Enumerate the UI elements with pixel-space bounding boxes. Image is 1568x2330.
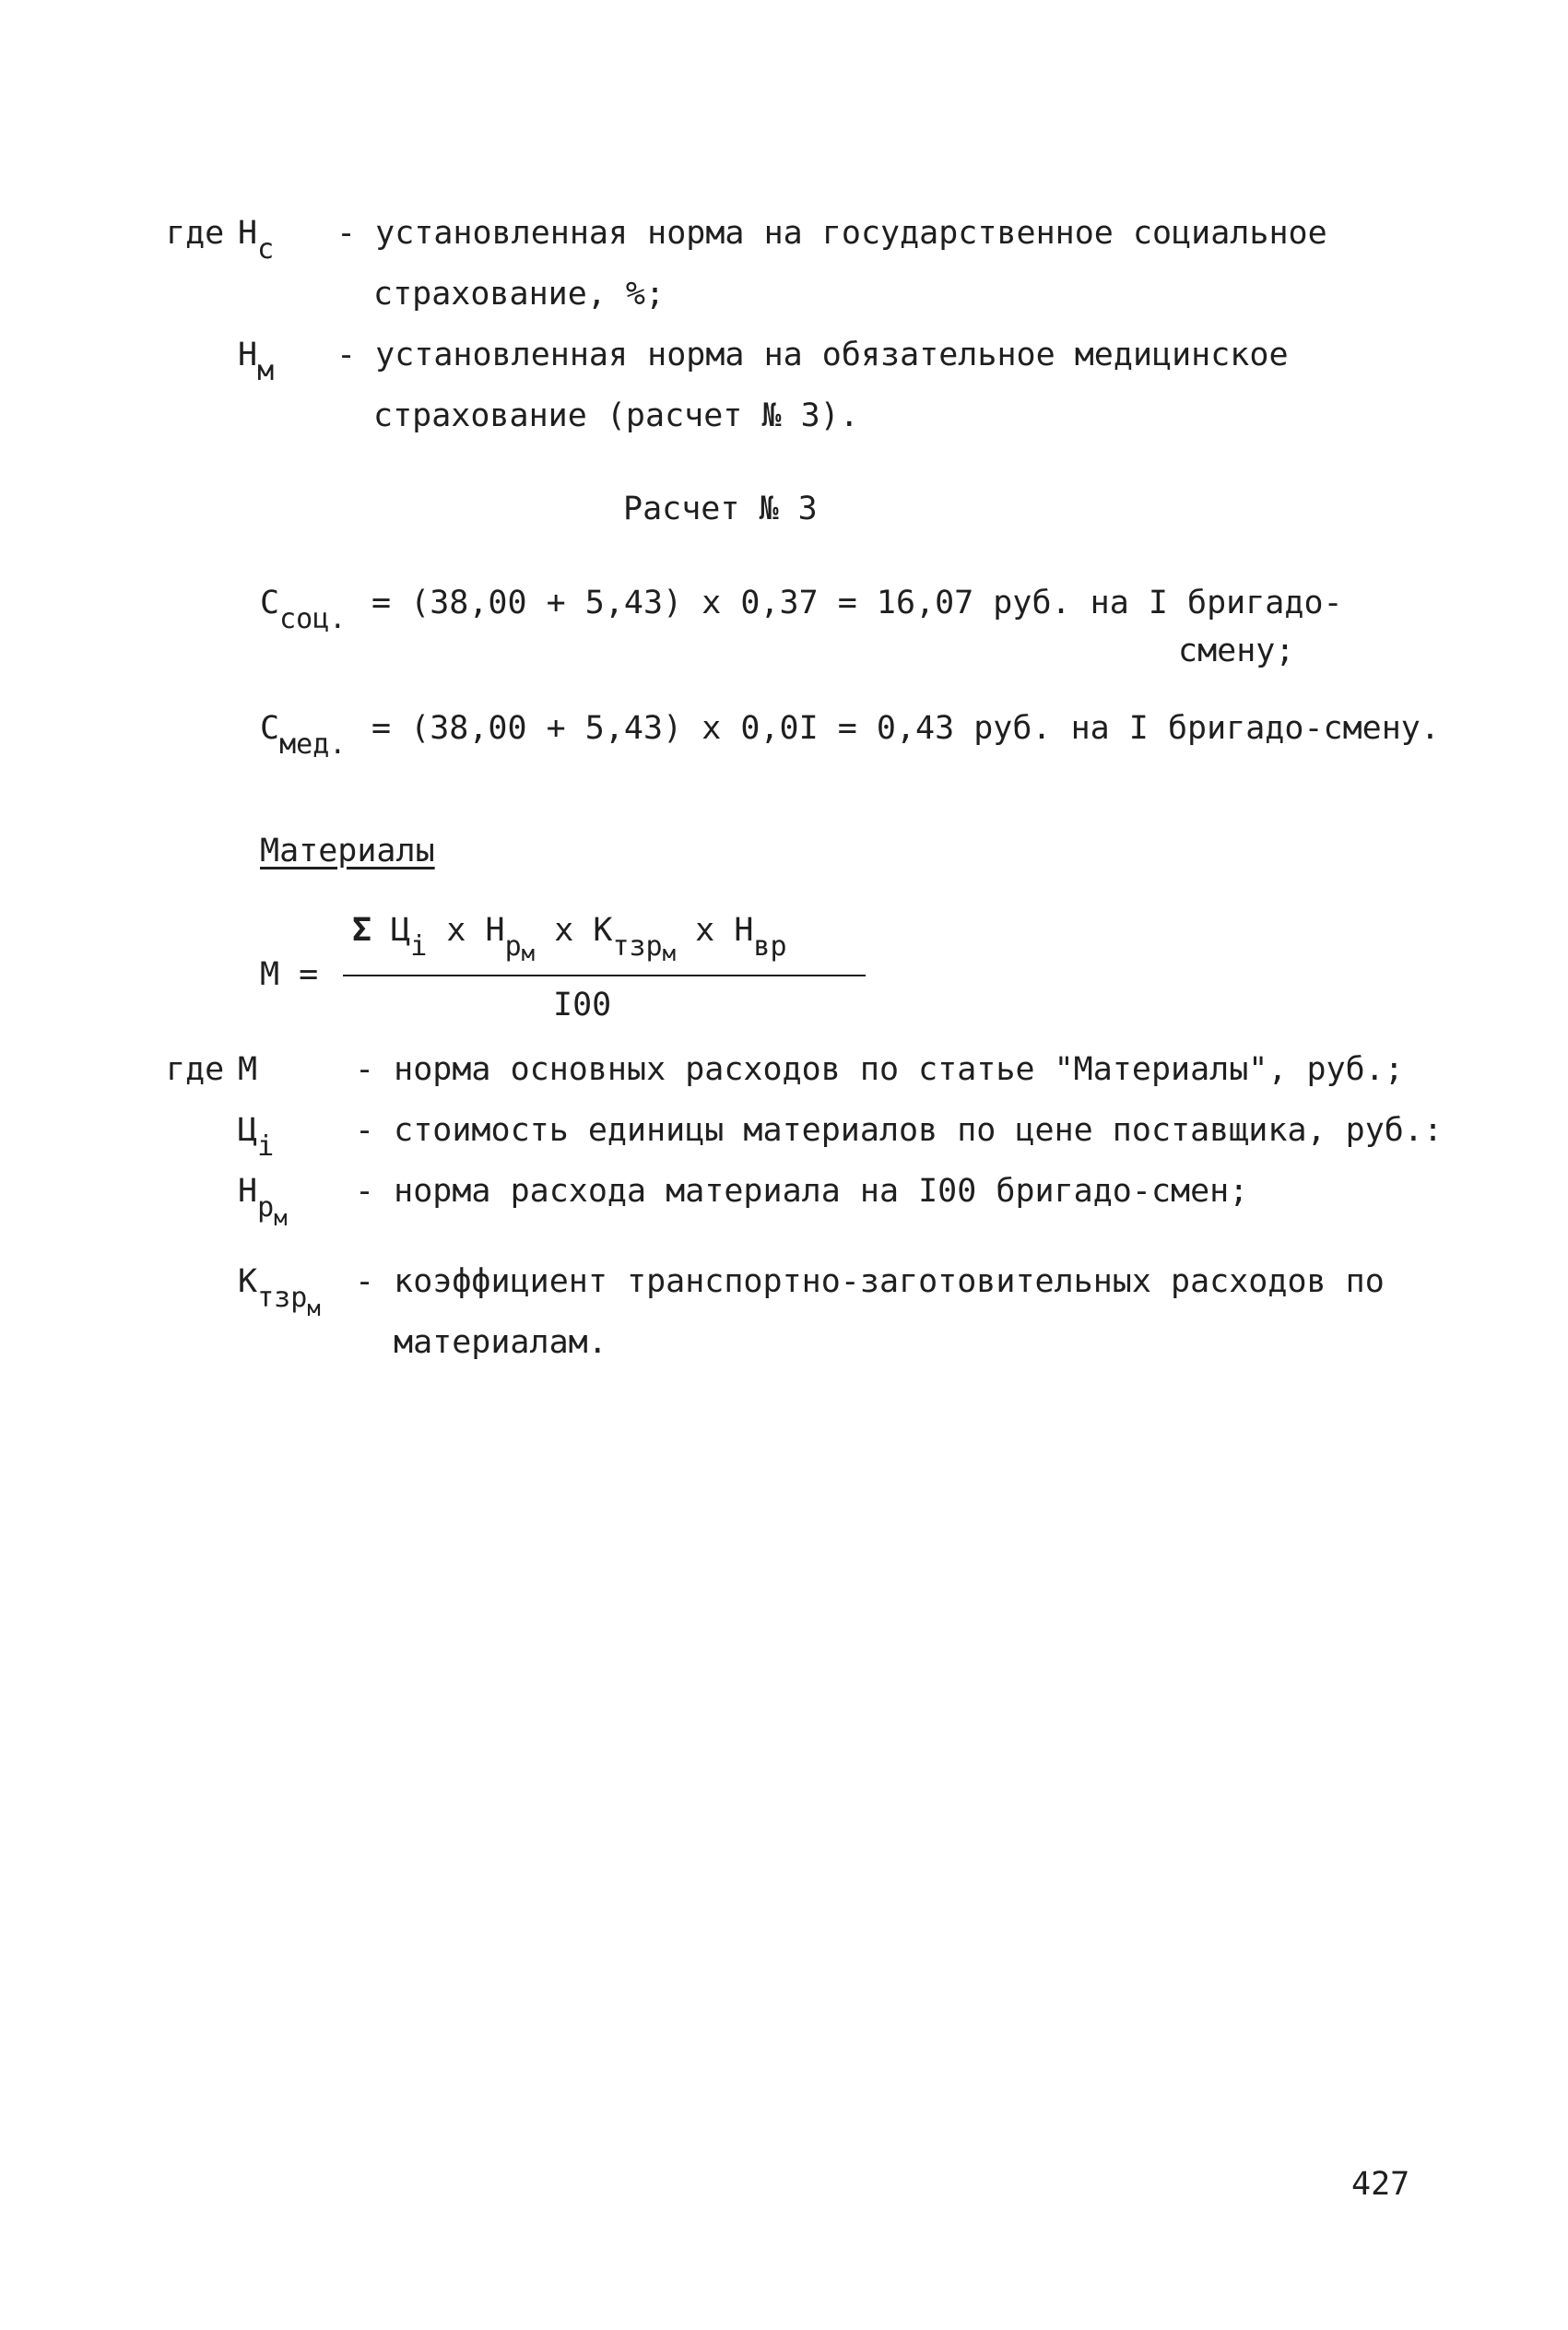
- symbol-nc: Нс: [238, 215, 275, 266]
- def-nc-line1: - установленная норма на государственное социальное: [336, 215, 1327, 252]
- def-nrm-line1: - норма расхода материала на I00 бригадо-смен;: [355, 1173, 1249, 1210]
- symbol-nm: Нм: [238, 337, 275, 387]
- calc-soc-line2: смену;: [1178, 633, 1295, 669]
- calc-soc-line1: = (38,00 + 5,43) х 0,37 = 16,07 руб. на I бригадо-: [371, 585, 1343, 621]
- def-nc-line2: страхование, %;: [373, 276, 666, 313]
- def-ktzrm-line2: материалам.: [394, 1324, 607, 1361]
- symbol-ktzrm: Ктзр$_м$: [238, 1263, 321, 1321]
- where-label-1: где: [166, 215, 225, 252]
- symbol-m: М: [238, 1051, 258, 1088]
- calc-title: Расчет № 3: [623, 491, 818, 527]
- formula-lhs: М =: [260, 956, 319, 993]
- def-nm-line1: - установленная норма на обязательное медицинское: [336, 337, 1289, 373]
- def-nm-line2: страхование (расчет № 3).: [373, 397, 859, 434]
- def-m-line1: - норма основных расходов по статье "Материалы", руб.;: [355, 1051, 1404, 1088]
- page-number: 427: [1351, 2166, 1410, 2203]
- symbol-ci: Цi: [238, 1112, 275, 1163]
- symbol-csoc: Ссоц.: [260, 585, 347, 635]
- where-label-2: где: [166, 1051, 225, 1088]
- fraction-bar: [343, 975, 866, 976]
- def-ci-line1: - стоимость единицы материалов по цене поставщика, руб.:: [355, 1112, 1444, 1149]
- calc-med-line1: = (38,00 + 5,43) х 0,0I = 0,43 руб. на I бригадо-смену.: [371, 710, 1440, 747]
- formula-denominator: I00: [553, 987, 612, 1023]
- materials-heading: Материалы: [260, 833, 435, 869]
- symbol-cmed: Смед.: [260, 710, 347, 761]
- def-ktzrm-line1: - коэффициент транспортно-заготовительных расходов по: [355, 1263, 1385, 1300]
- formula-numerator: Σ Цi х $Нр_м$ х Ктзр$_м$ х Нвр: [352, 912, 787, 966]
- symbol-nrm: $Нр_м$: [238, 1173, 288, 1231]
